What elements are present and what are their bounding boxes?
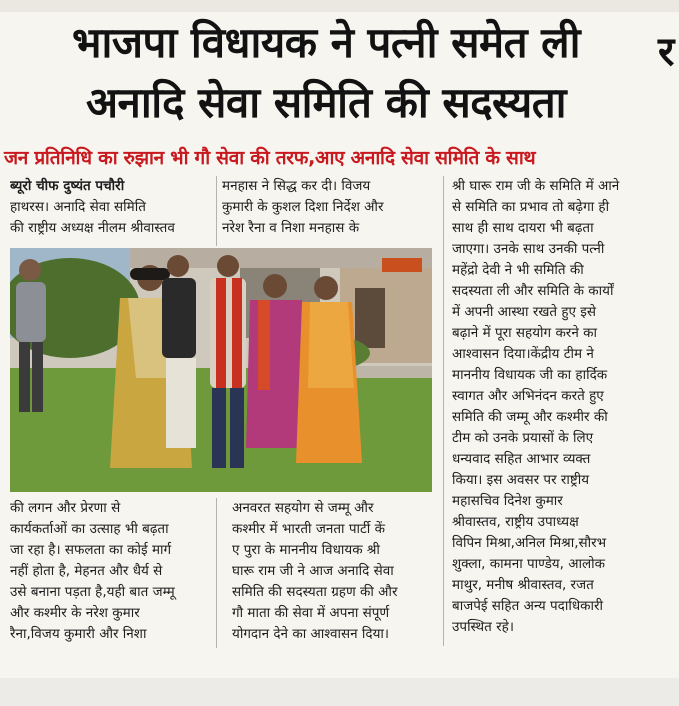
column-1-top [10, 176, 210, 239]
column-1-top-line: हाथरस। अनादि सेवा समिति [10, 199, 146, 215]
adjacent-article-edge-glyph: र [658, 29, 675, 75]
column-2-top-line: मनहास ने सिद्ध कर दी। विजय [222, 178, 371, 194]
column-1-bottom-line: नहीं होता है, मेहनत और धैर्य से [10, 563, 163, 579]
headline-line-2: अनादि सेवा समिति की सदस्यता [85, 78, 567, 127]
column-3-line: जाएगा। उनके साथ उनकी पत्नी [452, 241, 605, 257]
column-3-line: महासचिव दिनेश कुमार [452, 493, 563, 509]
headline-line-1: भाजपा विधायक ने पत्नी समेत ली [71, 18, 581, 67]
column-divider-1-top [216, 176, 217, 246]
column-1-bottom-line: और कश्मीर के नरेश कुमार [10, 605, 140, 621]
column-2-bottom-line: गौ माता की सेवा में अपना संपूर्ण [232, 605, 390, 621]
column-3-line: स्वागत और अभिनंदन करते हुए [452, 388, 604, 404]
column-2-bottom-line: योगदान देने का आश्वासन दिया। [232, 626, 390, 642]
subheadline: जन प्रतिनिधि का रुझान भी गौ सेवा की तरफ,आए अनादि सेवा समिति के साथ [4, 147, 536, 169]
column-3-line: समिति की जम्मू और कश्मीर की [452, 409, 608, 425]
column-1-bottom-line: जा रहा है। सफलता का कोई मार्ग [10, 542, 172, 558]
column-1-bottom-line: कार्यकर्ताओं का उत्साह भी बढ़ता [10, 521, 169, 537]
column-3-line: विपिन मिश्रा,अनिल मिश्रा,सौरभ [452, 535, 607, 551]
column-3-line: महेंद्रो देवी ने भी समिति की [452, 262, 584, 278]
column-3-line: बाजपेई सहित अन्य पदाधिकारी [452, 598, 604, 614]
column-3-line: श्रीवास्तव, राष्ट्रीय उपाध्यक्ष [452, 514, 579, 530]
column-3-line: शुक्ला, कामना पाण्डेय, आलोक [452, 556, 606, 572]
column-3-line: उपस्थित रहे। [452, 619, 514, 635]
column-2-bottom [232, 498, 434, 645]
column-3-line: माननीय विधायक जी का हार्दिक [452, 367, 608, 383]
column-2-top [222, 176, 434, 239]
column-2-bottom-line: ए पुरा के माननीय विधायक श्री [232, 542, 380, 558]
column-1-bottom [10, 498, 210, 645]
column-divider-1-bottom [216, 498, 217, 648]
column-2-bottom-line: घारू राम जी ने आज अनादि सेवा [232, 563, 394, 579]
column-1-bottom-line: उसे बनाना पड़ता है,यही बात जम्मू [10, 584, 175, 600]
column-1-top-line: की राष्ट्रीय अध्यक्ष नीलम श्रीवास्तव [10, 220, 175, 236]
column-3-line: साथ ही साथ दायरा भी बढ़ता [452, 220, 594, 236]
column-3-line: माथुर, मनीष श्रीवास्तव, रजत [452, 577, 594, 593]
column-3-line: बढ़ाने में पूरा सहयोग करने का [452, 325, 597, 341]
column-3-line: में अपनी आस्था रखते हुए इसे [452, 304, 597, 320]
column-2-bottom-line: अनवरत सहयोग से जम्मू और [232, 500, 374, 516]
column-3-line: श्री घारू राम जी के समिति में आने [452, 178, 620, 194]
column-1-bottom-line: रैना,विजय कुमारी और निशा [10, 626, 147, 642]
column-3 [452, 176, 660, 638]
column-2-top-line: नरेश रैना व निशा मनहास के [222, 220, 360, 236]
column-3-line: धन्यवाद सहित आभार व्यक्त [452, 451, 591, 467]
column-2-top-line: कुमारी के कुशल दिशा निर्देश और [222, 199, 384, 215]
column-3-line: किया। इस अवसर पर राष्ट्रीय [452, 472, 590, 488]
column-2-bottom-line: कश्मीर में भारती जनता पार्टी कें [232, 521, 385, 537]
column-1-bottom-line: की लगन और प्रेरणा से [10, 500, 121, 516]
column-3-line: आश्वासन दिया।केंद्रीय टीम ने [452, 346, 594, 362]
byline: ब्यूरो चीफ दुष्यंत पचौरी [10, 178, 125, 194]
page-bottom-margin [0, 678, 679, 706]
column-3-line: सदस्यता ली और समिति के कार्यों [452, 283, 614, 299]
column-3-line: से समिति का प्रभाव तो बढ़ेगा ही [452, 199, 610, 215]
photo-illustration [10, 248, 432, 492]
column-2-bottom-line: समिति की सदस्यता ग्रहण की और [232, 584, 398, 600]
top-cut-strip [0, 0, 679, 12]
column-3-line: टीम को उनके प्रयासों के लिए [452, 430, 594, 446]
column-divider-2 [443, 176, 444, 646]
news-photo [10, 248, 432, 492]
